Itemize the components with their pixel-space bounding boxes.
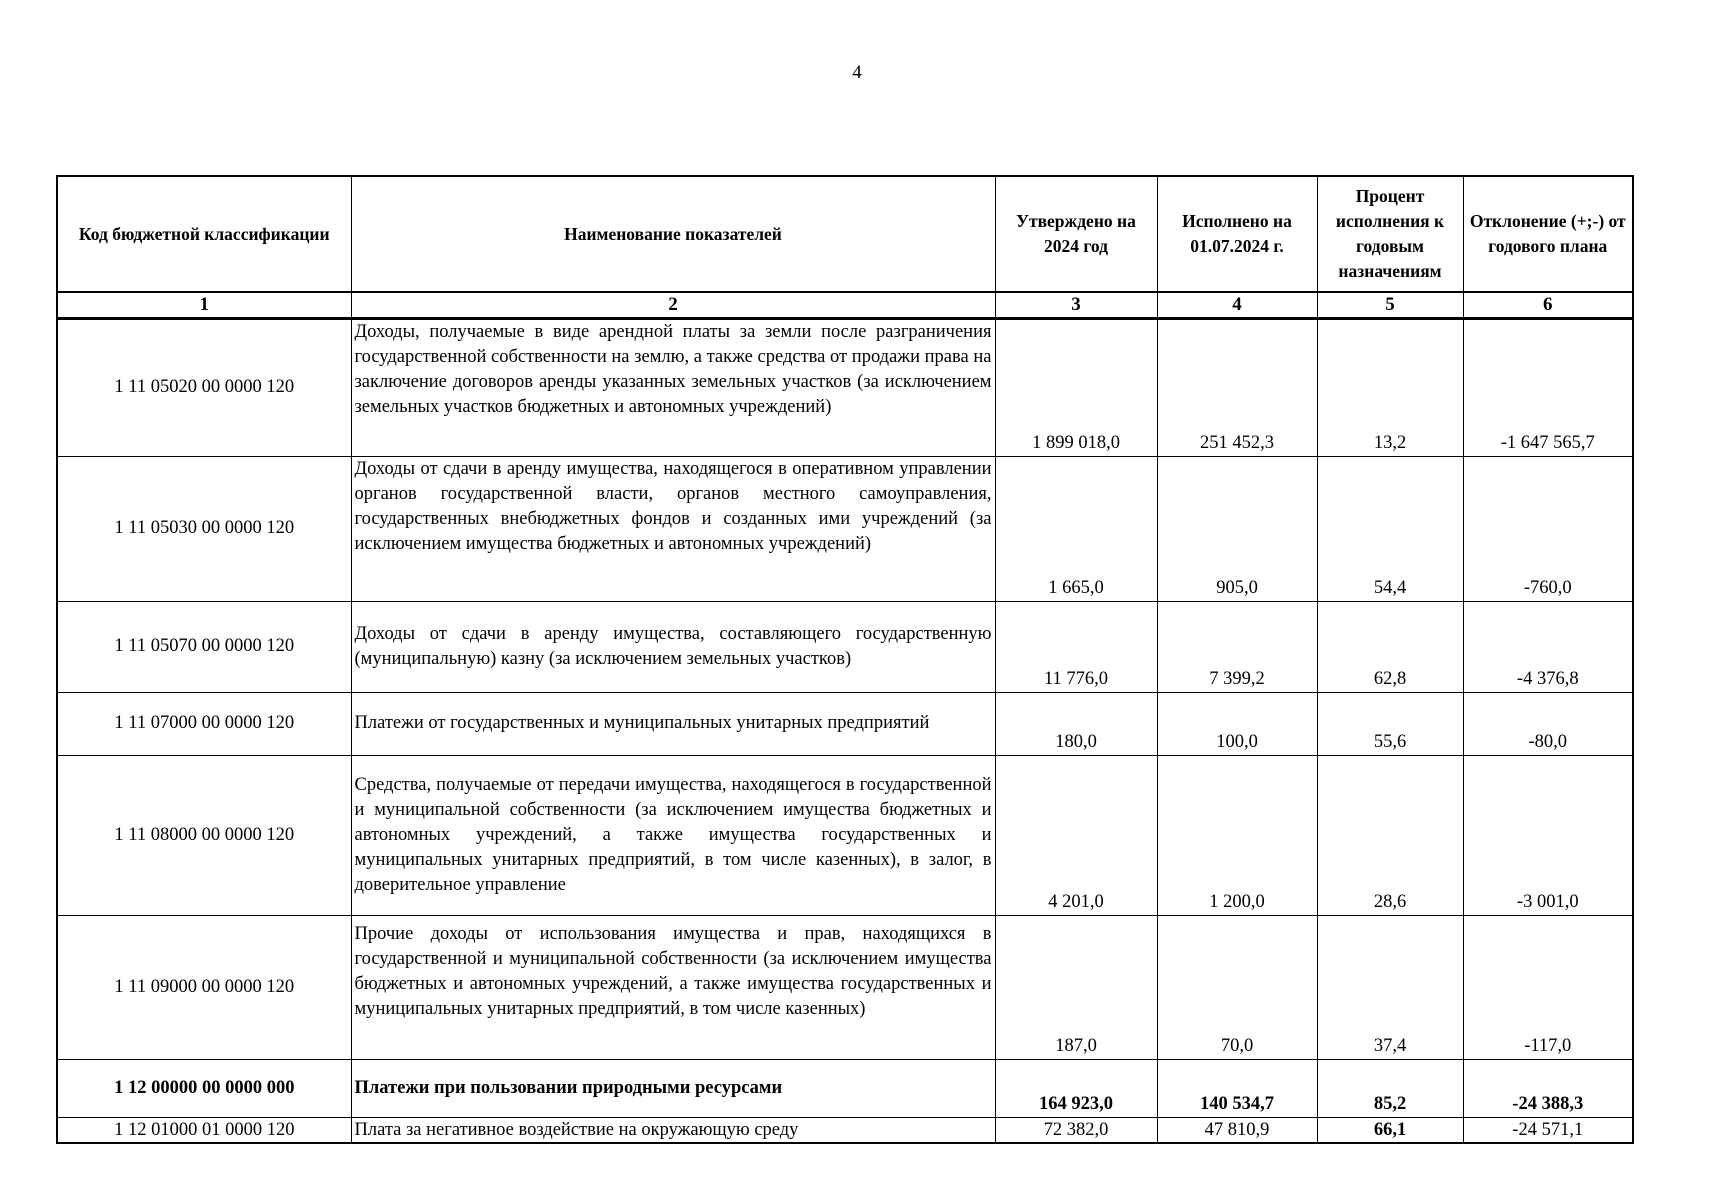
percent-value: 55,6 xyxy=(1317,692,1463,755)
percent-value: 85,2 xyxy=(1317,1059,1463,1117)
deviation-value: -80,0 xyxy=(1463,692,1633,755)
indicator-name: Доходы от сдачи в аренду имущества, составляющего государственную (муниципальную) казну (за исключением земельных участков) xyxy=(351,601,995,692)
page-number: 4 xyxy=(852,62,862,83)
header-deviation: Отклонение (+;-) от годового плана xyxy=(1463,176,1633,292)
budget-code: 1 11 07000 00 0000 120 xyxy=(57,692,351,755)
budget-code: 1 11 05070 00 0000 120 xyxy=(57,601,351,692)
indicator-name: Плата за негативное воздействие на окружающую среду xyxy=(351,1117,995,1143)
column-number: 4 xyxy=(1157,292,1317,318)
executed-value: 251 452,3 xyxy=(1157,318,1317,456)
approved-value: 11 776,0 xyxy=(995,601,1157,692)
deviation-value: -117,0 xyxy=(1463,915,1633,1059)
approved-value: 1 665,0 xyxy=(995,456,1157,601)
table-row xyxy=(57,601,1633,692)
column-number-row xyxy=(57,292,1633,318)
budget-code: 1 11 09000 00 0000 120 xyxy=(57,915,351,1059)
approved-value: 164 923,0 xyxy=(995,1059,1157,1117)
approved-value: 72 382,0 xyxy=(995,1117,1157,1143)
executed-value: 7 399,2 xyxy=(1157,601,1317,692)
approved-value: 1 899 018,0 xyxy=(995,318,1157,456)
header-executed: Исполнено на 01.07.2024 г. xyxy=(1157,176,1317,292)
table-header-row xyxy=(57,176,1633,292)
percent-value: 54,4 xyxy=(1317,456,1463,601)
budget-code: 1 11 05030 00 0000 120 xyxy=(57,456,351,601)
indicator-name: Платежи при пользовании природными ресурсами xyxy=(351,1059,995,1117)
indicator-name: Доходы от сдачи в аренду имущества, находящегося в оперативном управлении органов государственной власти, органов местного самоуправления, государственных внебюджетных фондов и созданных ими учреждений (за исключением имущества бюджетных и автономных учреждений) xyxy=(351,456,995,601)
percent-value: 28,6 xyxy=(1317,755,1463,915)
percent-value: 13,2 xyxy=(1317,318,1463,456)
indicator-name: Доходы, получаемые в виде арендной платы за земли после разграничения государственной собственности на землю, а также средства от продажи права на заключение договоров аренды указанных земельных участков (за исключением земельных участков бюджетных и автономных учреждений) xyxy=(351,318,995,456)
executed-value: 905,0 xyxy=(1157,456,1317,601)
column-number: 5 xyxy=(1317,292,1463,318)
column-number: 2 xyxy=(351,292,995,318)
percent-value: 66,1 xyxy=(1317,1117,1463,1143)
executed-value: 100,0 xyxy=(1157,692,1317,755)
percent-value: 62,8 xyxy=(1317,601,1463,692)
table-row xyxy=(57,318,1633,456)
column-number: 6 xyxy=(1463,292,1633,318)
table-row xyxy=(57,456,1633,601)
table-row xyxy=(57,692,1633,755)
indicator-name: Прочие доходы от использования имущества и прав, находящихся в государственной и муниципальной собственности (за исключением имущества бюджетных и автономных учреждений, а также имущества государственных и муниципальных унитарных предприятий, в том числе казенных) xyxy=(351,915,995,1059)
deviation-value: -760,0 xyxy=(1463,456,1633,601)
approved-value: 187,0 xyxy=(995,915,1157,1059)
budget-execution-table xyxy=(56,175,1634,1144)
column-number: 3 xyxy=(995,292,1157,318)
percent-value: 37,4 xyxy=(1317,915,1463,1059)
budget-code: 1 12 01000 01 0000 120 xyxy=(57,1117,351,1143)
header-budget-code: Код бюджетной классификации xyxy=(57,176,351,292)
budget-code: 1 11 05020 00 0000 120 xyxy=(57,318,351,456)
table-row xyxy=(57,915,1633,1059)
approved-value: 180,0 xyxy=(995,692,1157,755)
budget-code: 1 11 08000 00 0000 120 xyxy=(57,755,351,915)
executed-value: 1 200,0 xyxy=(1157,755,1317,915)
deviation-value: -24 388,3 xyxy=(1463,1059,1633,1117)
table-row xyxy=(57,755,1633,915)
approved-value: 4 201,0 xyxy=(995,755,1157,915)
table-row xyxy=(57,1059,1633,1117)
executed-value: 70,0 xyxy=(1157,915,1317,1059)
budget-code: 1 12 00000 00 0000 000 xyxy=(57,1059,351,1117)
header-percent: Процент исполнения к годовым назначениям xyxy=(1317,176,1463,292)
deviation-value: -3 001,0 xyxy=(1463,755,1633,915)
executed-value: 47 810,9 xyxy=(1157,1117,1317,1143)
column-number: 1 xyxy=(57,292,351,318)
deviation-value: -24 571,1 xyxy=(1463,1117,1633,1143)
indicator-name: Платежи от государственных и муниципальных унитарных предприятий xyxy=(351,692,995,755)
indicator-name: Средства, получаемые от передачи имущества, находящегося в государственной и муниципальной собственности (за исключением имущества бюджетных и автономных учреждений, а также имущества государственных и муниципальных унитарных предприятий, в том числе казенных), в залог, в доверительное управление xyxy=(351,755,995,915)
table-row xyxy=(57,1117,1633,1143)
deviation-value: -1 647 565,7 xyxy=(1463,318,1633,456)
executed-value: 140 534,7 xyxy=(1157,1059,1317,1117)
header-approved: Утверждено на 2024 год xyxy=(995,176,1157,292)
deviation-value: -4 376,8 xyxy=(1463,601,1633,692)
header-indicator-name: Наименование показателей xyxy=(351,176,995,292)
